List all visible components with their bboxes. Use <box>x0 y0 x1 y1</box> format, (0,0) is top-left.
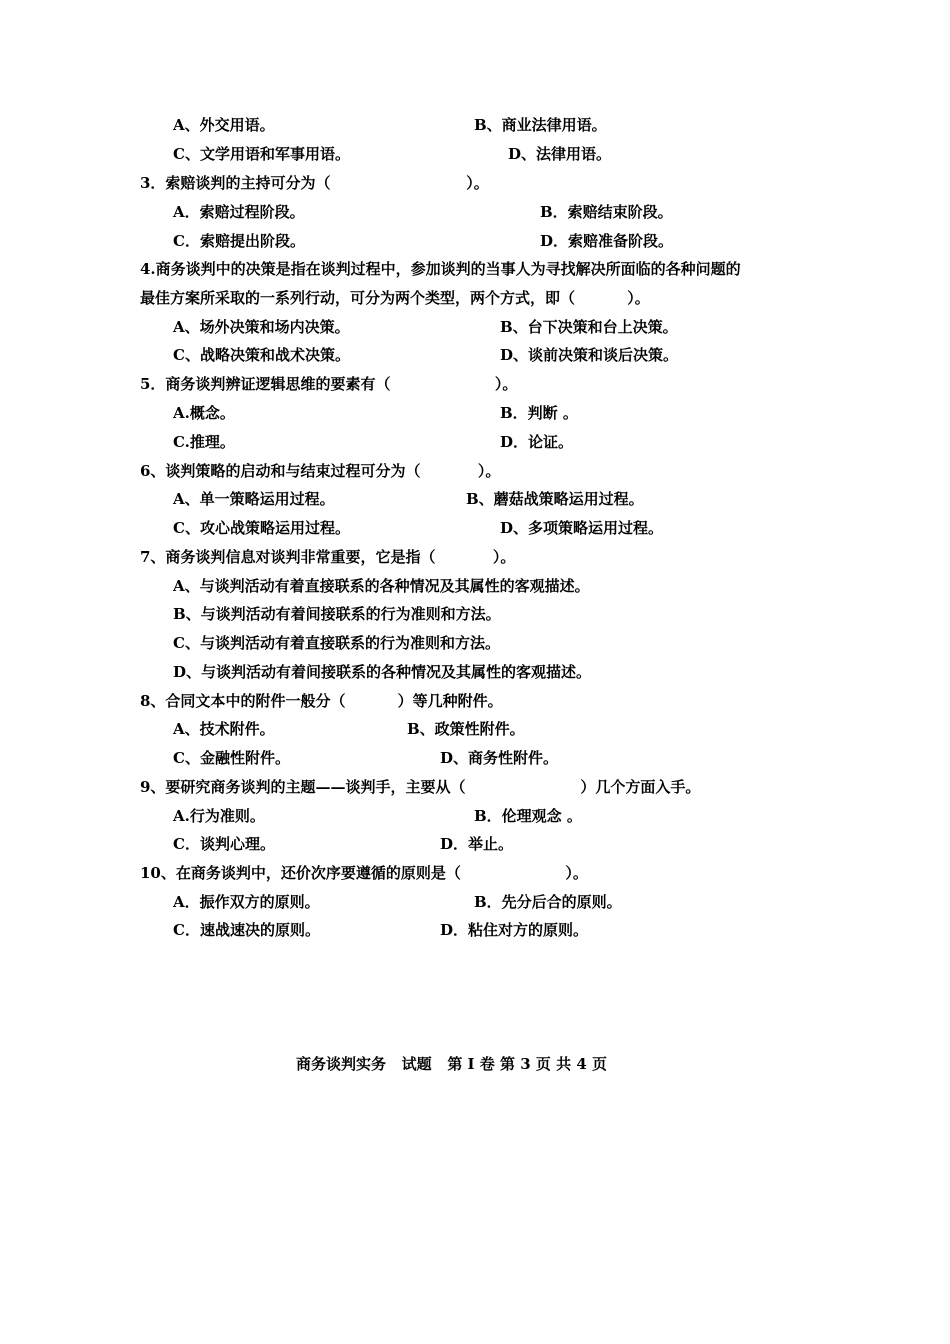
option-a: A．索赔过程阶段。 <box>173 203 305 221</box>
option-b: B、蘑菇战策略运用过程。 <box>466 490 644 508</box>
option-a: A.概念。 <box>173 404 235 422</box>
option-b: B．伦理观念 。 <box>474 807 582 825</box>
question-10: 10、在商务谈判中，还价次序要遵循的原则是（ ）。 <box>140 864 588 882</box>
option-d: D．论证。 <box>500 433 574 451</box>
question-5: 5．商务谈判辨证逻辑思维的要素有（ ）。 <box>140 375 518 393</box>
question-9: 9、要研究商务谈判的主题——谈判手，主要从（ ）几个方面入手。 <box>140 778 701 796</box>
option-d: D、谈前决策和谈后决策。 <box>500 346 679 364</box>
option-c: C、攻心战策略运用过程。 <box>173 519 350 537</box>
option-d: D、多项策略运用过程。 <box>500 519 664 537</box>
question-4-cont: 最佳方案所采取的一系列行动，可分为两个类型，两个方式，即（ ）。 <box>140 289 650 307</box>
question-3: 3．索赔谈判的主持可分为（ ）。 <box>140 174 489 192</box>
page-footer: 商务谈判实务 试题 第 I 卷 第 3 页 共 4 页 <box>296 1055 608 1073</box>
option-c: C、与谈判活动有着直接联系的行为准则和方法。 <box>173 634 500 652</box>
option-c: C．索赔提出阶段。 <box>173 232 305 250</box>
option-a: A.行为准则。 <box>173 807 265 825</box>
option-c: C．谈判心理。 <box>173 835 275 853</box>
option-b: B、与谈判活动有着间接联系的行为准则和方法。 <box>173 605 501 623</box>
option-b: B、政策性附件。 <box>407 720 525 738</box>
option-d: D、商务性附件。 <box>440 749 559 767</box>
option-d: D．索赔准备阶段。 <box>540 232 674 250</box>
option-c: C、文学用语和军事用语。 <box>173 145 350 163</box>
option-c: C.推理。 <box>173 433 235 451</box>
option-c: C、战略决策和战术决策。 <box>173 346 350 364</box>
option-d: D、与谈判活动有着间接联系的各种情况及其属性的客观描述。 <box>173 663 592 681</box>
option-b: B．先分后合的原则。 <box>474 893 622 911</box>
option-a: A、单一策略运用过程。 <box>173 490 335 508</box>
option-c: C、金融性附件。 <box>173 749 290 767</box>
option-d: D、法律用语。 <box>508 145 612 163</box>
option-a: A、场外决策和场内决策。 <box>173 318 350 336</box>
option-a: A．振作双方的原则。 <box>173 893 320 911</box>
question-4: 4.商务谈判中的决策是指在谈判过程中，参加谈判的当事人为寻找解决所面临的各种问题的 <box>140 260 741 278</box>
option-a: A、外交用语。 <box>173 116 275 134</box>
question-6: 6、谈判策略的启动和与结束过程可分为（ ）。 <box>140 462 501 480</box>
option-d: D．粘住对方的原则。 <box>440 921 589 939</box>
option-b: B、台下决策和台上决策。 <box>500 318 678 336</box>
question-7: 7、商务谈判信息对谈判非常重要，它是指（ ）。 <box>140 548 516 566</box>
option-a: A、技术附件。 <box>173 720 275 738</box>
option-d: D．举止。 <box>440 835 514 853</box>
question-8: 8、合同文本中的附件一般分（ ）等几种附件。 <box>140 692 503 710</box>
option-b: B、商业法律用语。 <box>474 116 607 134</box>
option-b: B．索赔结束阶段。 <box>540 203 673 221</box>
option-c: C．速战速决的原则。 <box>173 921 320 939</box>
option-b: B．判断 。 <box>500 404 578 422</box>
option-a: A、与谈判活动有着直接联系的各种情况及其属性的客观描述。 <box>173 577 590 595</box>
